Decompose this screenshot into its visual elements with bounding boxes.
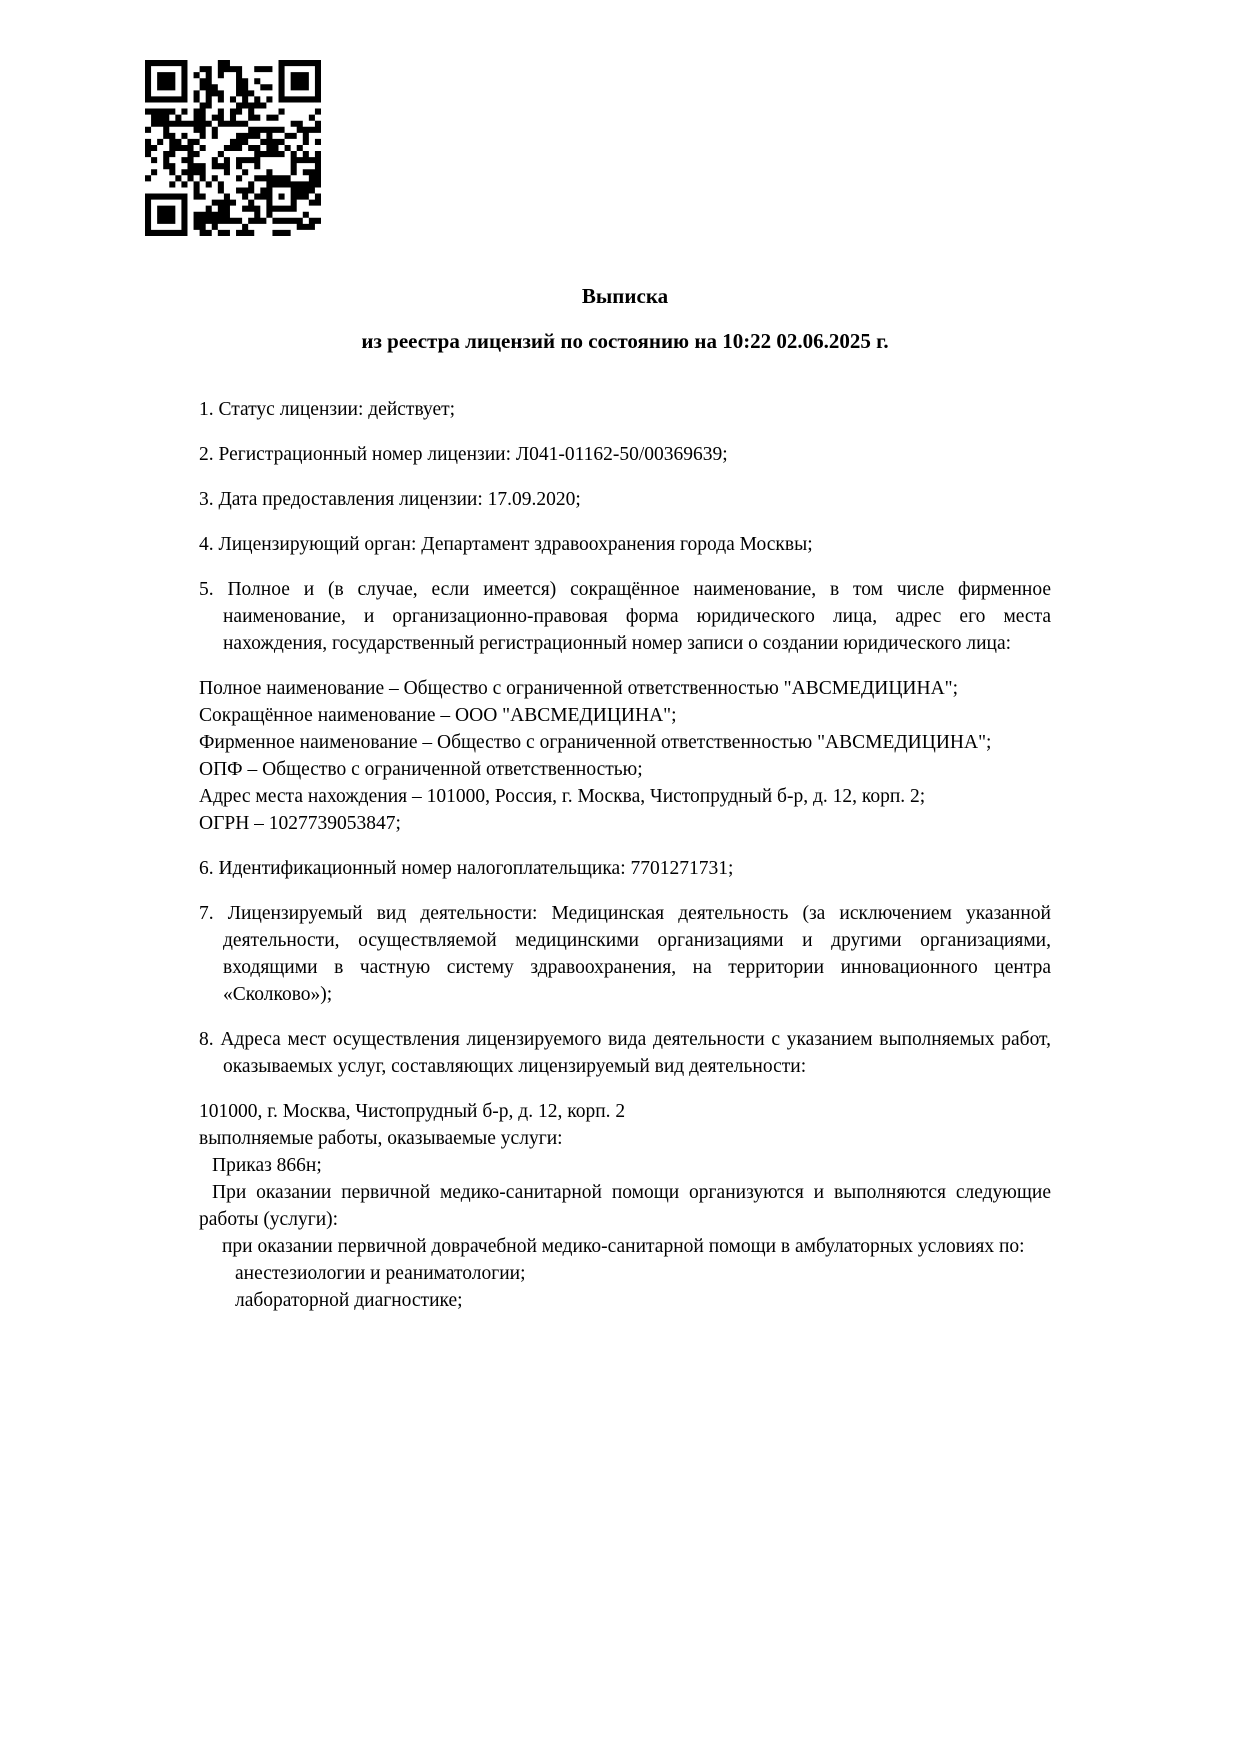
company-ogrn: ОГРН – 1027739053847; [199, 813, 401, 834]
works-address: 101000, г. Москва, Чистопрудный б-р, д. 12, корп. 2 [199, 1101, 626, 1122]
document-content [199, 0, 1051, 1332]
field-inn: 6. Идентификационный номер налогоплательщика: 7701271731; [199, 858, 734, 879]
field-registration-number: 2. Регистрационный номер лицензии: Л041-01162-50/00369639; [199, 444, 728, 465]
company-details-block [199, 675, 1051, 837]
document-subtitle: из реестра лицензий по состоянию на 10:22 02.06.2025 г. [361, 329, 889, 353]
company-address: Адрес места нахождения – 101000, Россия, г. Москва, Чистопрудный б-р, д. 12, корп. 2; [199, 786, 926, 807]
works-anesthesiology: анестезиологии и реаниматологии; [235, 1263, 526, 1284]
document-body [199, 396, 1051, 1314]
company-brand-name: Фирменное наименование – Общество с ограниченной ответственностью "АВСМЕДИЦИНА"; [199, 732, 992, 753]
company-full-name: Полное наименование – Общество с ограниченной ответственностью "АВСМЕДИЦИНА"; [199, 678, 959, 699]
document-title: Выписка [581, 284, 669, 308]
works-lab-diagnostics: лабораторной диагностике; [235, 1290, 463, 1311]
field-licensing-authority: 4. Лицензирующий орган: Департамент здравоохранения города Москвы; [199, 534, 813, 555]
works-pre-doctor: при оказании первичной доврачебной медико-санитарной помощи в амбулаторных условиях по: [222, 1236, 1025, 1257]
field-grant-date: 3. Дата предоставления лицензии: 17.09.2020; [199, 489, 581, 510]
works-header: выполняемые работы, оказываемые услуги: [199, 1128, 563, 1149]
section-addresses-intro: 8. Адреса мест осуществления лицензируемого вида деятельности с указанием выполняемых работ, оказываемых услуг, составляющих лицензируемый вид деятельности: [199, 1029, 1051, 1077]
field-license-status: 1. Статус лицензии: действует; [199, 399, 456, 420]
company-opf: ОПФ – Общество с ограниченной ответственностью; [199, 759, 643, 780]
works-block [199, 1098, 1051, 1314]
field-licensed-activity: 7. Лицензируемый вид деятельности: Медицинская деятельность (за исключением указанной деятельности, осуществляемой медицинскими организациями и другими организациями, входящими в частную систему здравоохранения, на территории инновационного центра «Сколково»); [199, 903, 1051, 1005]
company-short-name: Сокращённое наименование – ООО "АВСМЕДИЦИНА"; [199, 705, 677, 726]
section-company-name-intro: 5. Полное и (в случае, если имеется) сокращённое наименование, в том числе фирменное наименование, и организационно-правовая форма юридического лица, адрес его места нахождения, государственный регистрационный номер записи о создании юридического лица: [199, 579, 1051, 654]
works-order: Приказ 866н; [212, 1155, 322, 1176]
works-primary-care: При оказании первичной медико-санитарной помощи организуются и выполняются следующие работы (услуги): [199, 1182, 1051, 1230]
